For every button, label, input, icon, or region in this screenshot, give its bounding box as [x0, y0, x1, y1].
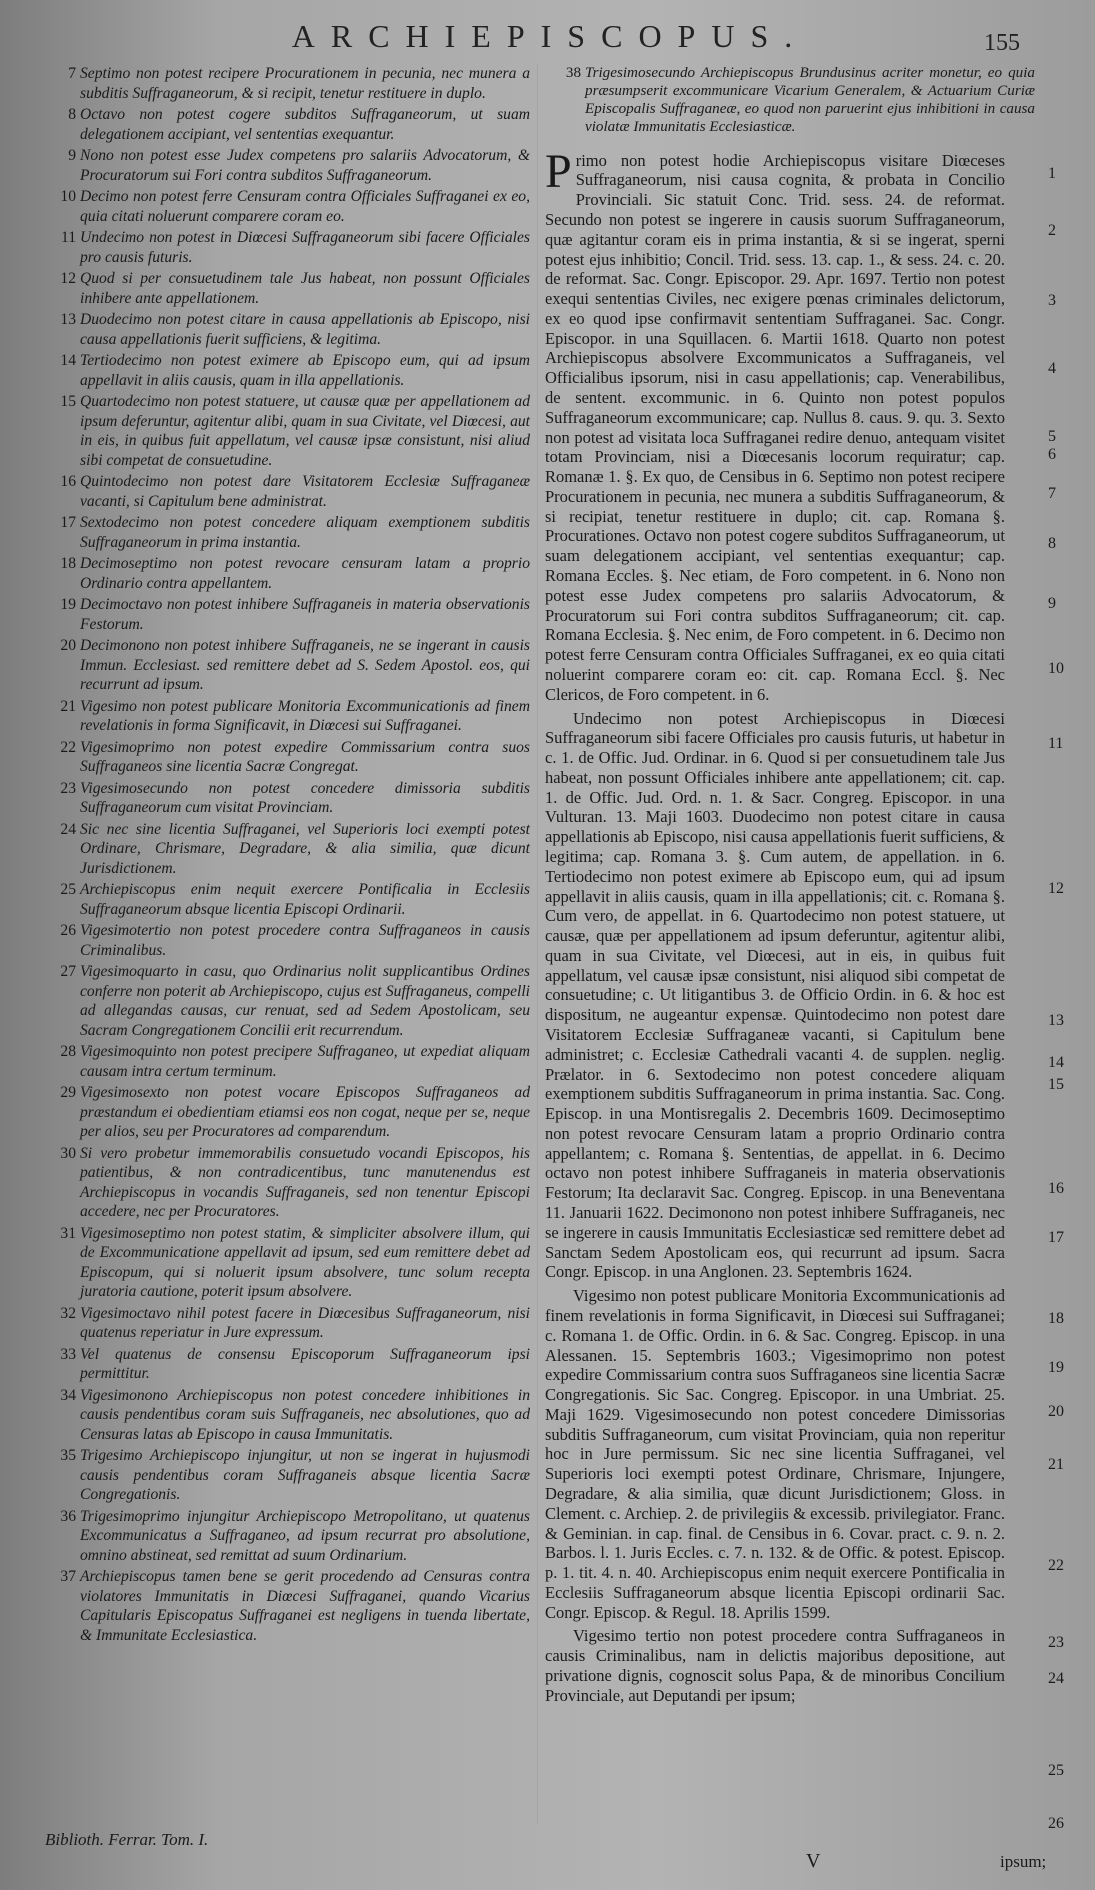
summary-item-text: Vigesimoprimo non potest expedire Commissarium contra suos Suffraganeos sine licentia Sacræ Congregat.	[80, 738, 530, 775]
summary-item-text: Quintodecimo non potest dare Visitatorem Ecclesiæ Suffraganeæ vacanti, si Capitulum bene administrat.	[80, 473, 530, 510]
margin-number: 4	[1048, 360, 1056, 377]
margin-number: 20	[1048, 1403, 1064, 1420]
margin-number: 3	[1048, 292, 1056, 309]
summary-item-text: Vigesimonono Archiepiscopus non potest concedere inhibitiones in causis pendentibus coram suis Suffraganeis, nec absolutiones, quo ad Censuras latas ab Episcopo in causa Immunitatis.	[80, 1386, 530, 1443]
summary-item-text: Octavo non potest cogere subditos Suffraganeorum, ut suam delegationem accipiant, vel sententias exequantur.	[80, 106, 530, 143]
summary-item-text: Si vero probetur immemorabilis consuetudo vocandi Episcopos, his patientibus, & non contradicentibus, tunc manutenendus est Archiepiscopus in vocandis Suffraganeis, sed non tenentur Episcopi accedere, nec per Procuratores.	[80, 1144, 530, 1220]
summary-item-number: 30	[60, 1144, 76, 1162]
summary-item-text: Trigesimoprimo injungitur Archiepiscopo Metropolitano, ut quatenus Excommunicatus a Suffraganeo, ad ipsum recurrat pro absolutione, omnino abstineat, sed remittat ad suum Ordinarium.	[80, 1507, 530, 1564]
margin-number: 23	[1048, 1634, 1064, 1651]
summary-item	[40, 820, 530, 879]
summary-item-text: Quartodecimo non potest statuere, ut causæ quæ per appellationem ad ipsum deferuntur, agitentur alibi, quam in sua Civitate, vel Diœcesi, aut in eis, in quibus fuit appellatum, vel causæ ipsæ consistunt, nisi aliud sibi competat de consuetudine.	[80, 393, 530, 469]
summary-item-number: 25	[60, 881, 76, 898]
summary-item-number: 19	[60, 596, 76, 613]
summary-item-text: Quod si per consuetudinem tale Jus habeat, non possunt Officiales inhibere ante appellationem.	[80, 270, 530, 307]
left-summary-column	[40, 64, 530, 1647]
summary-item-text: Decimoseptimo non potest revocare censuram latam a proprio Ordinario contra appellantem.	[80, 555, 530, 592]
margin-number: 2	[1048, 222, 1056, 239]
summary-item-number: 21	[60, 697, 76, 715]
summary-item	[40, 513, 530, 552]
margin-number: 5	[1048, 428, 1056, 445]
body-paragraph: Vigesimo tertio non potest procedere contra Suffraganeos in causis Criminalibus, nam in delictis majoribus depositione, aut privatione dignis, cognoscit solus Papa, & de minoribus Concilium Provinciale, aut Deputandi per ipsum;	[545, 1626, 1005, 1705]
summary-item	[40, 1567, 530, 1645]
summary-item-number: 16	[60, 473, 76, 490]
summary-item	[40, 697, 530, 736]
summary-item-number: 7	[68, 65, 76, 82]
summary-item-number: 28	[60, 1043, 76, 1060]
summary-item	[40, 310, 530, 349]
footer-reference: Biblioth. Ferrar. Tom. I.	[45, 1830, 209, 1849]
margin-number: 16	[1048, 1180, 1064, 1197]
summary-item	[40, 146, 530, 185]
summary-item-number: 12	[60, 270, 76, 287]
summary-item-text: Undecimo non potest in Diœcesi Suffraganeorum sibi facere Officiales pro causis futuris.	[80, 229, 530, 266]
summary-item-number: 31	[60, 1224, 76, 1242]
margin-number: 14	[1048, 1054, 1064, 1071]
summary-item	[40, 1507, 530, 1566]
body-paragraph: Vigesimo non potest publicare Monitoria Excommunicationis ad finem revelationis in forma Significavit, in Diœcesi sui Suffraganei; c. Romana 1. de Offic. Ordin. in 6. & Sac. Congreg. Episcop. in una Alessanen. 15. Septembris 1603.; Vigesimoprimo non potest expedire Commissarium contra suos Suffraganeos sine licentia Sacræ Congregationis. Sic Sac. Congreg. Episcopor. in una Umbriat. 25. Maji 1629. Vigesimosecundo non potest concedere Dimissorias subditis Suffraganeorum, cum visitat Provinciam, quia non reperitur hoc in Jure permissum. Sic nec sine licentia Suffraganei, vel Superioris loci exempti potest Ordinare, Chrismare, Injungere, Degradare, & alia similia, quæ dicunt Jurisdictionem; Gloss. in Clement. c. Archiep. 2. de privilegiis & excessib. privilegiator. Franc. & Geminian. in cap. final. de Censibus in 6. Covar. pract. c. 9. n. 2. Barbos. l. 1. Juris Eccles. c. 7. n. 132. & de Offic. & potest. Episcop. p. 1. tit. 4. n. 40. Archiepiscopus enim nequit exercere Pontificalia in Ecclesiis Suffraganeorum absque licentia Episcopi ordinarii Sac. Congr. Episcop. & Regul. 18. Aprilis 1599.	[545, 1286, 1005, 1622]
summary-item-text: Decimo non potest ferre Censuram contra Officiales Suffraganei ex eo, quia citati noluerunt comparere coram eo.	[80, 188, 530, 225]
signature-mark: V	[806, 1850, 821, 1872]
summary-item-number: 18	[60, 555, 76, 572]
summary-item-number: 11	[60, 229, 76, 246]
summary-item	[40, 636, 530, 695]
margin-number: 22	[1048, 1557, 1064, 1574]
summary-item	[40, 779, 530, 818]
margin-number: 25	[1048, 1762, 1064, 1779]
summary-item	[40, 351, 530, 390]
summary-item	[40, 228, 530, 267]
summary-item-text: Nono non potest esse Judex competens pro salariis Advocatorum, & Procuratorum sui Fori contra subditos Suffraganeorum.	[80, 147, 530, 184]
summary-item	[40, 105, 530, 144]
summary-item-text: Decimoctavo non potest inhibere Suffraganeis in materia observationis Festorum.	[80, 596, 530, 633]
summary-item-number: 13	[60, 311, 76, 328]
summary-item	[40, 962, 530, 1040]
summary-item-text: Vigesimosexto non potest vocare Episcopos Suffraganeos ad præstandum ei obedientiam etiamsi eos non cogat, neque per se, neque per alios, seu per Procuratores ad comparendum.	[80, 1084, 530, 1140]
summary-item-text: Vel quatenus de consensu Episcoporum Suffraganeorum ipsi permittitur.	[80, 1345, 530, 1382]
summary-item	[40, 738, 530, 777]
summary-item-text: Vigesimotertio non potest procedere contra Suffraganeos in causis Criminalibus.	[80, 922, 530, 959]
margin-number: 21	[1048, 1456, 1064, 1473]
body-paragraph: Primo non potest hodie Archiepiscopus visitare Diœceses Suffraganeorum, nisi causa cognita, & probata in Concilio Provinciali. Sic statuit Conc. Trid. sess. 24. de reformat. Secundo non potest se ingerere in causis suorum Suffraganeorum, quæ agitantur coram eis in prima instantia, & si se ingerat, sperni potest ejus inhibitio; Concil. Trid. sess. 13. cap. 1., & sess. 24. c. 20. de reformat. Sac. Congr. Episcopor. 29. Apr. 1697. Tertio non potest exequi sententias Civiles, nec exigere pœnas criminales delictorum, ex eo quod ipse confirmavit sententiam Suffraganei. Sac. Congr. Episcopor. in una Squillacen. 6. Martii 1618. Quarto non potest Archiepiscopus absolvere Excommunicatos a Suffraganeis, vel Officialibus ipsorum, nisi in casu appellationis; cap. Venerabilibus, de sentent. excommunic. in 6. Quinto non potest populos Suffraganeorum excommunicare; cap. Nullus 8. caus. 9. qu. 3. Sexto non potest ad visitata loca Suffraganei redire denuo, antequam visitet totam Provinciam, nisi a Diœcesanis locorum requiratur; cap. Romanæ 1. §. Ex quo, de Censibus in 6. Septimo non potest recipere Procurationem in pecunia, nec munera a subditis Suffraganeorum, & si recipiat, tenetur restituere in duplo; cit. cap. Romana §. Procurationes. Octavo non potest cogere subditos Suffraganeorum, ut suam delegationem accipiant, vel sententias exequantur; cap. Romana Eccles. §. Nec etiam, de Foro competent. in 6. Nono non potest esse Judex competens pro salariis Advocatorum, & Procuratorum sui Fori contra subditos Suffraganeorum; cit. cap. Romana Ecclesia. §. Nec enim, de Foro competent. in 6. Decimo non potest ferre Censuram contra Officiales Suffraganei, ex eo quia citati noluerint comparere coram eo: cit. cap. Romana Eccl. §. Nec Clericos, de Foro competent. in 6.	[545, 144, 1005, 704]
summary-item-number: 8	[68, 106, 76, 123]
body-paragraph: Undecimo non potest Archiepiscopus in Diœcesi Suffraganeorum sibi facere Officiales pro causis futuris, ut habetur in c. 1. de Offic. Jud. Ordinar. in 6. Quod si per consuetudinem tale Jus habeat, non possunt Officiales inhibere ante appellationem; cit. cap. 1. de Offic. Jud. Ord. n. 1. & Sacr. Congreg. Episcopor. in una Vulturan. 13. Maji 1603. Duodecimo non potest citare in causa appellationis ab Episcopo, nisi causa appellationis fuerit sufficiens, & legitima; cap. Romana 3. §. Cum autem, de appellation. in 6. Tertiodecimo non potest eximere ab Episcopo eum, qui ad ipsum appellavit in aliis causis, quam in illa appellationis; cit. c. Romana §. Cum vero, de appellat. in 6. Quartodecimo non potest statuere, ut causæ, quæ per appellationem ad ipsum deferuntur, agitentur alibi, quam in sua Civitate, vel Diœcesi, aut in eis, in quibus fuit appellatum, vel causæ ipsæ consistunt, nisi aliquod sibi competat de consuetudine; c. Ut litigantibus 3. de Officio Ordin. in 6. & hoc est dispositum, ne augeantur expensæ. Quintodecimo non potest dare Visitatorem Ecclesiæ Suffraganeæ vacanti, si Capitulum bene administret; c. Ecclesiæ Cathedrali vacanti 4. de supplen. neglig. Prælator. in 6. Sextodecimo non potest concedere aliquam exemptionem subditis Suffraganeorum in prima instantia. Sac. Cong. Episcop. in una Montisregalis 2. Decembris 1609. Decimoseptimo non potest revocare Censuram latam a proprio Ordinario contra appellantem; c. Romana §. Sententias, de appellat. in 6. Decimo octavo non potest inhibere Suffraganeis in materia observationis Festorum; Ita declaravit Sac. Congreg. Episcop. in una Beneventana 11. Januarii 1622. Decimonono non potest inhibere Suffraganeis, nec se ingerere in causis Immunitatis Ecclesiasticæ sed remittere debet ad Sanctam Sedem Apostolicam eos, qui recurrunt ad ipsum. Sacra Congr. Episcop. in una Anglonen. 23. Septembris 1624.	[545, 708, 1005, 1282]
margin-numbers	[1048, 0, 1078, 1890]
summary-item-text: Duodecimo non potest citare in causa appellationis ab Episcopo, nisi causa appellationis fuerit sufficiens, & legitima.	[80, 311, 530, 348]
summary-item-number: 24	[60, 820, 76, 838]
summary-item-number: 32	[60, 1304, 76, 1322]
summary-item-number: 27	[60, 963, 76, 980]
margin-number: 26	[1048, 1815, 1064, 1832]
summary-item-text: Septimo non potest recipere Procurationem in pecunia, nec munera a subditis Suffraganeorum, & si recipit, tenetur restituere in duplo.	[80, 65, 530, 102]
margin-number: 15	[1048, 1076, 1064, 1093]
summary-item-number: 35	[60, 1447, 76, 1464]
summary-item-text: Vigesimoseptimo non potest statim, & simpliciter absolvere illum, qui de Excommunicatione appellavit ad ipsum, sed eum remittere debet ad Episcopum, qui si noluerit ipsum absolvere, tunc solum recepta juratoria cautione, poterit ipsum absolvere.	[80, 1224, 530, 1300]
margin-number: 7	[1048, 485, 1056, 502]
summary-item-number: 20	[60, 637, 76, 654]
summary-item	[40, 1224, 530, 1302]
summary-item	[40, 269, 530, 308]
summary-item-text: Trigesimosecundo Archiepiscopus Brundusinus acriter monetur, eo quia præsumpserit excommunicare Vicarium Generalem, & Actuarium Curiæ Episcopalis Suffraganeæ, eo quod non paruerint ejus inhibitioni in causa violatæ Immunitatis Ecclesiasticæ.	[585, 65, 1035, 136]
summary-item	[40, 1446, 530, 1505]
margin-number: 6	[1048, 446, 1056, 463]
margin-number: 12	[1048, 880, 1064, 897]
summary-item-text: Archiepiscopus enim nequit exercere Pontificalia in Ecclesiis Suffraganeorum absque licentia Episcopi Ordinarii.	[80, 881, 530, 918]
summary-item-number: 9	[68, 147, 76, 164]
summary-item-number: 23	[60, 779, 76, 797]
summary-item	[40, 392, 530, 470]
summary-item-text: Sic nec sine licentia Suffraganei, vel Superioris loci exempti potest Ordinare, Chrismare, Degradare, & alia similia, quæ dicunt Jurisdictionem.	[80, 820, 530, 877]
summary-item	[40, 921, 530, 960]
margin-number: 19	[1048, 1359, 1064, 1376]
summary-item-number: 36	[60, 1507, 76, 1525]
margin-number: 1	[1048, 165, 1056, 182]
summary-item	[40, 1042, 530, 1081]
margin-number: 8	[1048, 535, 1056, 552]
summary-item-number: 26	[60, 922, 76, 939]
margin-number: 10	[1048, 660, 1064, 677]
summary-item	[40, 1304, 530, 1343]
summary-item	[40, 1386, 530, 1445]
summary-item-number: 37	[60, 1568, 76, 1585]
margin-number: 13	[1048, 1012, 1064, 1029]
summary-item-number: 17	[60, 514, 76, 531]
summary-item-text: Vigesimo non potest publicare Monitoria Excommunicationis ad finem revelationis in forma Significavit, in Diœcesi sui Suffraganei.	[80, 697, 530, 734]
summary-item-text: Vigesimoquarto in casu, quo Ordinarius nolit supplicantibus Ordines conferre non poterit ab Archiepiscopo, cujus est Suffraganeus, compelli ad allegandas causas, cur renuat, sed ad Sedem Apostolicam, seu Sacram Congregationem Concilii erit recurrendum.	[80, 963, 530, 1039]
summary-item-number: 22	[60, 738, 76, 756]
margin-number: 11	[1048, 735, 1064, 752]
summary-item	[40, 1083, 530, 1142]
summary-item	[40, 187, 530, 226]
margin-number: 18	[1048, 1310, 1064, 1327]
summary-item-number: 29	[60, 1084, 76, 1101]
summary-item-text: Decimonono non potest inhibere Suffraganeis, ne se ingerant in causis Immun. Ecclesiast. sed remittere debet ad S. Sedem Apostol. eos, qui recurrunt ad ipsum.	[80, 637, 530, 693]
right-column	[545, 64, 1035, 1710]
summary-item	[40, 554, 530, 593]
summary-item-text: Archiepiscopus tamen bene se gerit procedendo ad Censuras contra violatores Immunitatis in Diœcesi Suffraganei, quando Vicarius Capitularis Episcopatus Suffraganei est negligens in tuenda libertate, & Immunitate Ecclesiastica.	[80, 1568, 530, 1644]
drop-cap: P	[545, 144, 572, 198]
summary-item	[40, 472, 530, 511]
summary-item-number: 34	[60, 1386, 76, 1404]
running-head: ARCHIEPISCOPUS.	[291, 18, 809, 54]
summary-item-number: 10	[60, 188, 76, 205]
summary-item	[40, 595, 530, 634]
summary-item-text: Vigesimosecundo non potest concedere dimissoria subditis Suffraganeorum cum visitat Provinciam.	[80, 779, 530, 816]
body-text	[545, 144, 1035, 1706]
summary-item	[40, 64, 530, 103]
margin-number: 24	[1048, 1670, 1064, 1687]
summary-item-number: 15	[60, 393, 76, 410]
catchword: ipsum;	[1000, 1852, 1047, 1871]
column-divider	[537, 64, 538, 1824]
summary-item-text: Vigesimoquinto non potest precipere Suffraganeo, ut expediat aliquam causam intra certum terminum.	[80, 1043, 530, 1080]
summary-item-text: Vigesimoctavo nihil potest facere in Diœcesibus Suffraganeorum, nisi quatenus reperiatur in Jure expressum.	[80, 1304, 530, 1341]
margin-number: 17	[1048, 1229, 1064, 1246]
page-number: 155	[984, 30, 1020, 56]
margin-number: 9	[1048, 595, 1056, 612]
summary-item-number: 38	[565, 65, 581, 81]
summary-item-text: Trigesimo Archiepiscopo injungitur, ut non se ingerat in hujusmodi causis pendentibus coram Suffraganeis absque licentia Sacræ Congregationis.	[80, 1447, 530, 1503]
summary-item	[40, 1345, 530, 1384]
summary-item	[545, 64, 1035, 137]
summary-item-text: Sextodecimo non potest concedere aliquam exemptionem subditis Suffraganeorum in prima instantia.	[80, 514, 530, 551]
summary-item	[40, 880, 530, 919]
summary-item-number: 14	[60, 352, 76, 369]
summary-item-text: Tertiodecimo non potest eximere ab Episcopo eum, qui ad ipsum appellavit in aliis causis, quam in illa appellationis.	[80, 352, 530, 389]
summary-item	[40, 1144, 530, 1222]
summary-item-number: 33	[60, 1345, 76, 1363]
